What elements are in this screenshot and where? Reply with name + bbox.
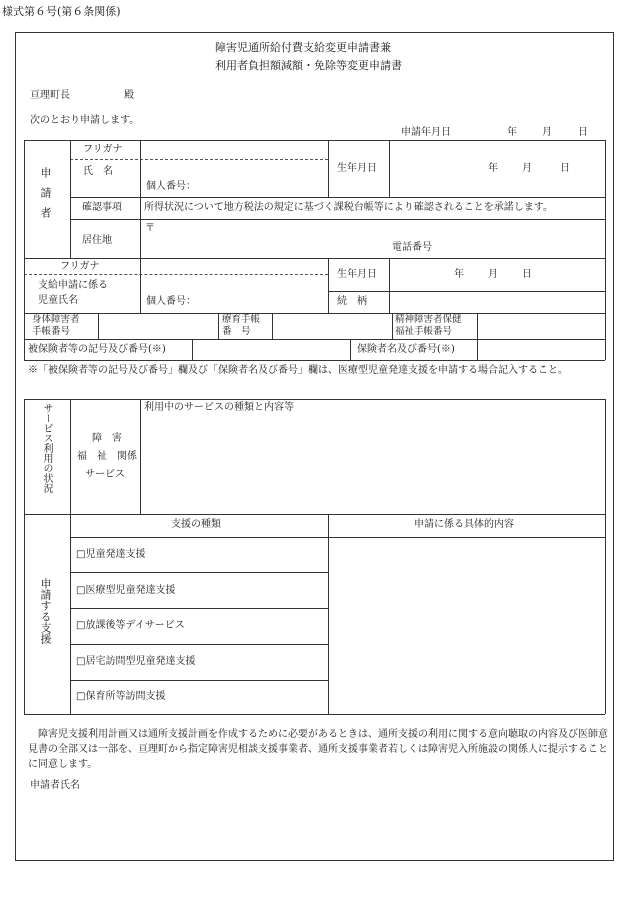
support-option-after-school-day-service[interactable]: □放課後等デイサービス [76,620,185,631]
postal-mark: 〒 [145,223,155,234]
confirmation-text: 所得状況について地方税法の規定に基づく課税台帳等により確認されることを承諾します。 [144,202,553,213]
town-mayor: 亘理町長 [30,90,70,101]
support-section-label: 申請する支援 [39,578,52,644]
physical-notebook-line-2: 手帳番号 [32,326,71,337]
child-label-line-2: 児童氏名 [38,295,78,306]
application-date-month: 月 [542,127,552,138]
applicant-individual-number: 個人番号： [146,181,196,192]
support-option-home-visit-child-development[interactable]: □居宅訪問型児童発達支援 [76,656,196,667]
form-number: 様式第６号(第６条関係) [2,5,121,18]
title-line-2: 利用者負担額減額・免除等変更申請書 [215,59,402,72]
service-category-line-2: 福 祉 関係 [77,451,137,462]
applicant-dob-month: 月 [522,163,532,174]
ryoiku-notebook-line-1: 療育手帳 [222,314,261,325]
applicant-section-label: 申請者 [39,167,52,227]
application-date-year: 年 [507,127,517,138]
insurer-label: 保険者名及び番号(※) [357,344,455,355]
applicant-dob-label: 生年月日 [337,163,377,174]
child-dob-label: 生年月日 [337,269,377,280]
application-date-day: 日 [578,127,588,138]
title-line-1: 障害児通所給付費支給変更申請書兼 [215,41,391,54]
confirmation-label: 確認事項 [82,202,122,213]
child-label-line-1: 支給申請に係る [38,280,108,291]
honorific: 殿 [124,90,134,101]
service-category-line-1: 障 害 [92,433,122,444]
note-text: ※「被保険者等の記号及び番号」欄及び「保険者名及び番号」欄は、医療型児童発達支援を申請する場合記入すること。 [28,365,568,376]
applicant-name-signature-label: 申請者氏名 [30,780,80,791]
child-dob-day: 日 [522,269,532,280]
applicant-dob-day: 日 [560,163,570,174]
consent-text: 障害児支援利用計画又は通所支援計画を作成するために必要があるときは、通所支援の利用に関する意向聴取の内容及び医師意見書の全部又は一部を、亘理町から指定障害児相談支援事業者、通所支援事業者若しくは障害児入所施設の関係人に提示することに同意します。 [28,729,608,770]
support-option-child-development[interactable]: □児童発達支援 [76,549,146,560]
mental-notebook-line-1: 精神障害者保健 [395,314,462,325]
relation-label: 続 柄 [337,296,367,307]
service-category-line-3: サービス [85,469,125,480]
phone-label: 電話番号 [392,242,432,253]
address-label: 居住地 [82,235,112,246]
service-content-label: 利用中のサービスの種類と内容等 [144,402,294,413]
application-date-label: 申請年月日 [401,127,451,138]
support-detail-header: 申請に係る具体的内容 [414,519,514,530]
child-furigana-label: フリガナ [60,261,100,272]
applicant-dob-year: 年 [488,163,498,174]
child-dob-year: 年 [454,269,464,280]
support-type-header: 支援の種類 [171,519,221,530]
service-status-label: サービス利用の状況 [41,403,52,493]
applicant-name-label: 氏 名 [83,166,113,177]
child-individual-number: 個人番号： [146,296,196,307]
child-dob-month: 月 [488,269,498,280]
applicant-furigana-label: フリガナ [83,144,123,155]
insured-number-label: 被保険者等の記号及び番号(※) [28,344,166,355]
physical-notebook-line-1: 身体障害者 [32,314,80,325]
ryoiku-notebook-line-2: 番 号 [222,326,251,337]
intro-text: 次のとおり申請します。 [30,115,140,126]
support-option-medical-child-development[interactable]: □医療型児童発達支援 [76,585,176,596]
support-option-nursery-visit-support[interactable]: □保育所等訪問支援 [76,691,166,702]
mental-notebook-line-2: 福祉手帳番号 [395,326,453,337]
